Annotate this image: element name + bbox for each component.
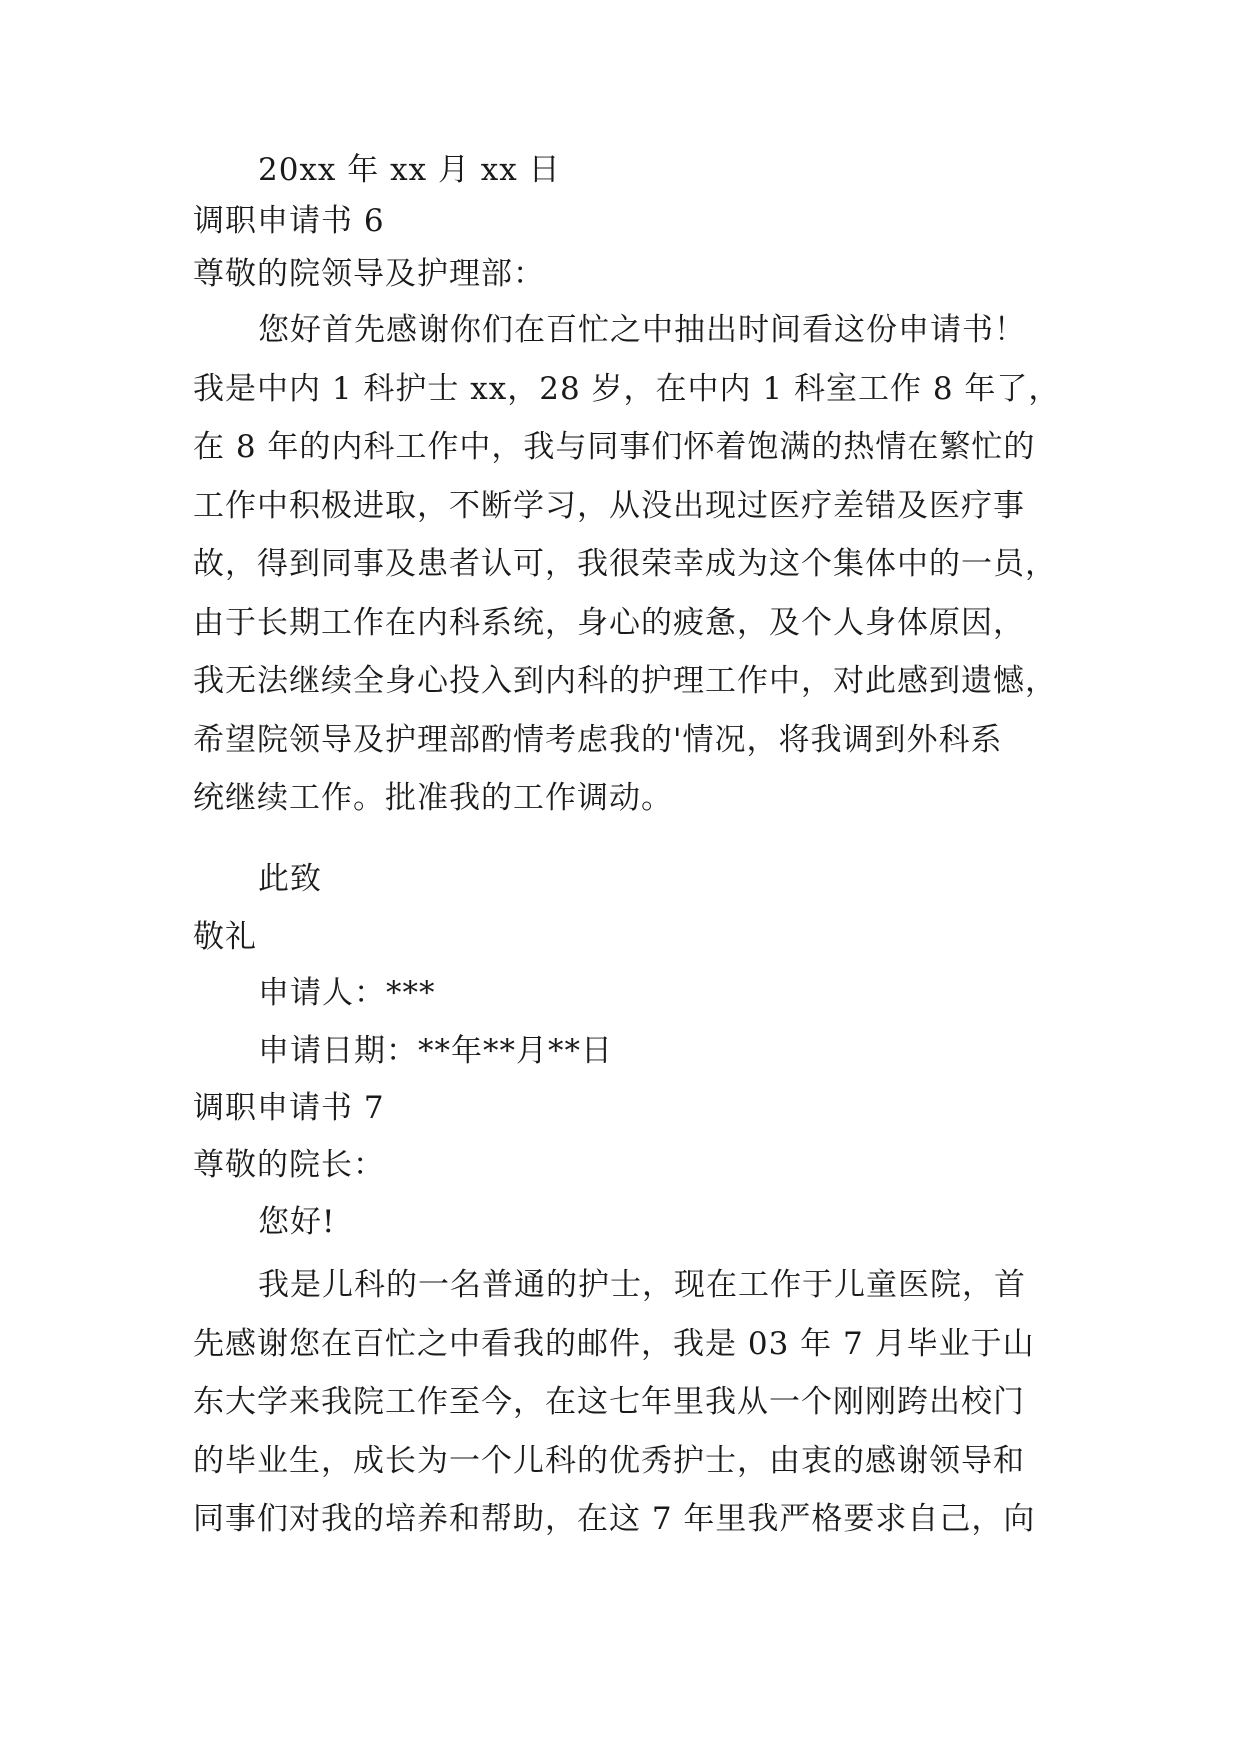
letter6-body-row: 工作中积极进取，不断学习，从没出现过医疗差错及医疗事: [193, 487, 1025, 524]
letter6-body-row: 您好首先感谢你们在百忙之中抽出时间看这份申请书！: [258, 312, 1026, 348]
letter6-body-row: 我无法继续全身心投入到内科的护理工作中，对此感到遗憾，: [193, 663, 1057, 699]
letter7-body-row: 的毕业生，成长为一个儿科的优秀护士，由衷的感谢领导和: [193, 1442, 1025, 1479]
letter7-greeting: 您好!: [258, 1204, 336, 1240]
date-line: 20xx 年 xx 月 xx 日: [258, 152, 561, 188]
letter7-body-row: 同事们对我的培养和帮助，在这 7 年里我严格要求自己，向: [193, 1501, 1036, 1537]
letter6-body-row: 由于长期工作在内科系统，身心的疲惫，及个人身体原因，: [193, 604, 1025, 641]
letter7-body-row: 先感谢您在百忙之中看我的邮件，我是 03 年 7 月毕业于山: [193, 1325, 1035, 1362]
letter6-title: 调职申请书 6: [193, 203, 385, 239]
letter6-body-row: 统继续工作。批准我的工作调动。: [193, 780, 673, 816]
letter6-closing-1: 此致: [258, 861, 322, 897]
letter7-body: [193, 1256, 1063, 1549]
letter7-salutation: 尊敬的院长：: [193, 1147, 385, 1183]
letter7-body-row: 我是儿科的一名普通的护士，现在工作于儿童医院，首: [258, 1267, 1026, 1303]
letter6-body-row: 故，得到同事及患者认可，我很荣幸成为这个集体中的一员，: [193, 546, 1057, 582]
letter7-title: 调职申请书 7: [193, 1090, 385, 1126]
letter7-body-row: 东大学来我院工作至今，在这七年里我从一个刚刚跨出校门: [193, 1384, 1025, 1420]
letter6-salutation: 尊敬的院领导及护理部：: [193, 256, 545, 292]
letter6-applicant: 申请人：***: [258, 975, 436, 1011]
letter6-body-row: 希望院领导及护理部酌情考虑我的'情况，将我调到外科系: [193, 721, 1003, 758]
letter6-apply-date: 申请日期：**年**月**日: [258, 1033, 613, 1069]
letter6-body-row: 在 8 年的内科工作中，我与同事们怀着饱满的热情在繁忙的: [193, 429, 1036, 465]
letter6-closing-2: 敬礼: [193, 919, 257, 955]
letter6-body: [193, 301, 1063, 828]
letter6-body-row: 我是中内 1 科护士 xx，28 岁，在中内 1 科室工作 8 年了，: [193, 370, 1061, 407]
